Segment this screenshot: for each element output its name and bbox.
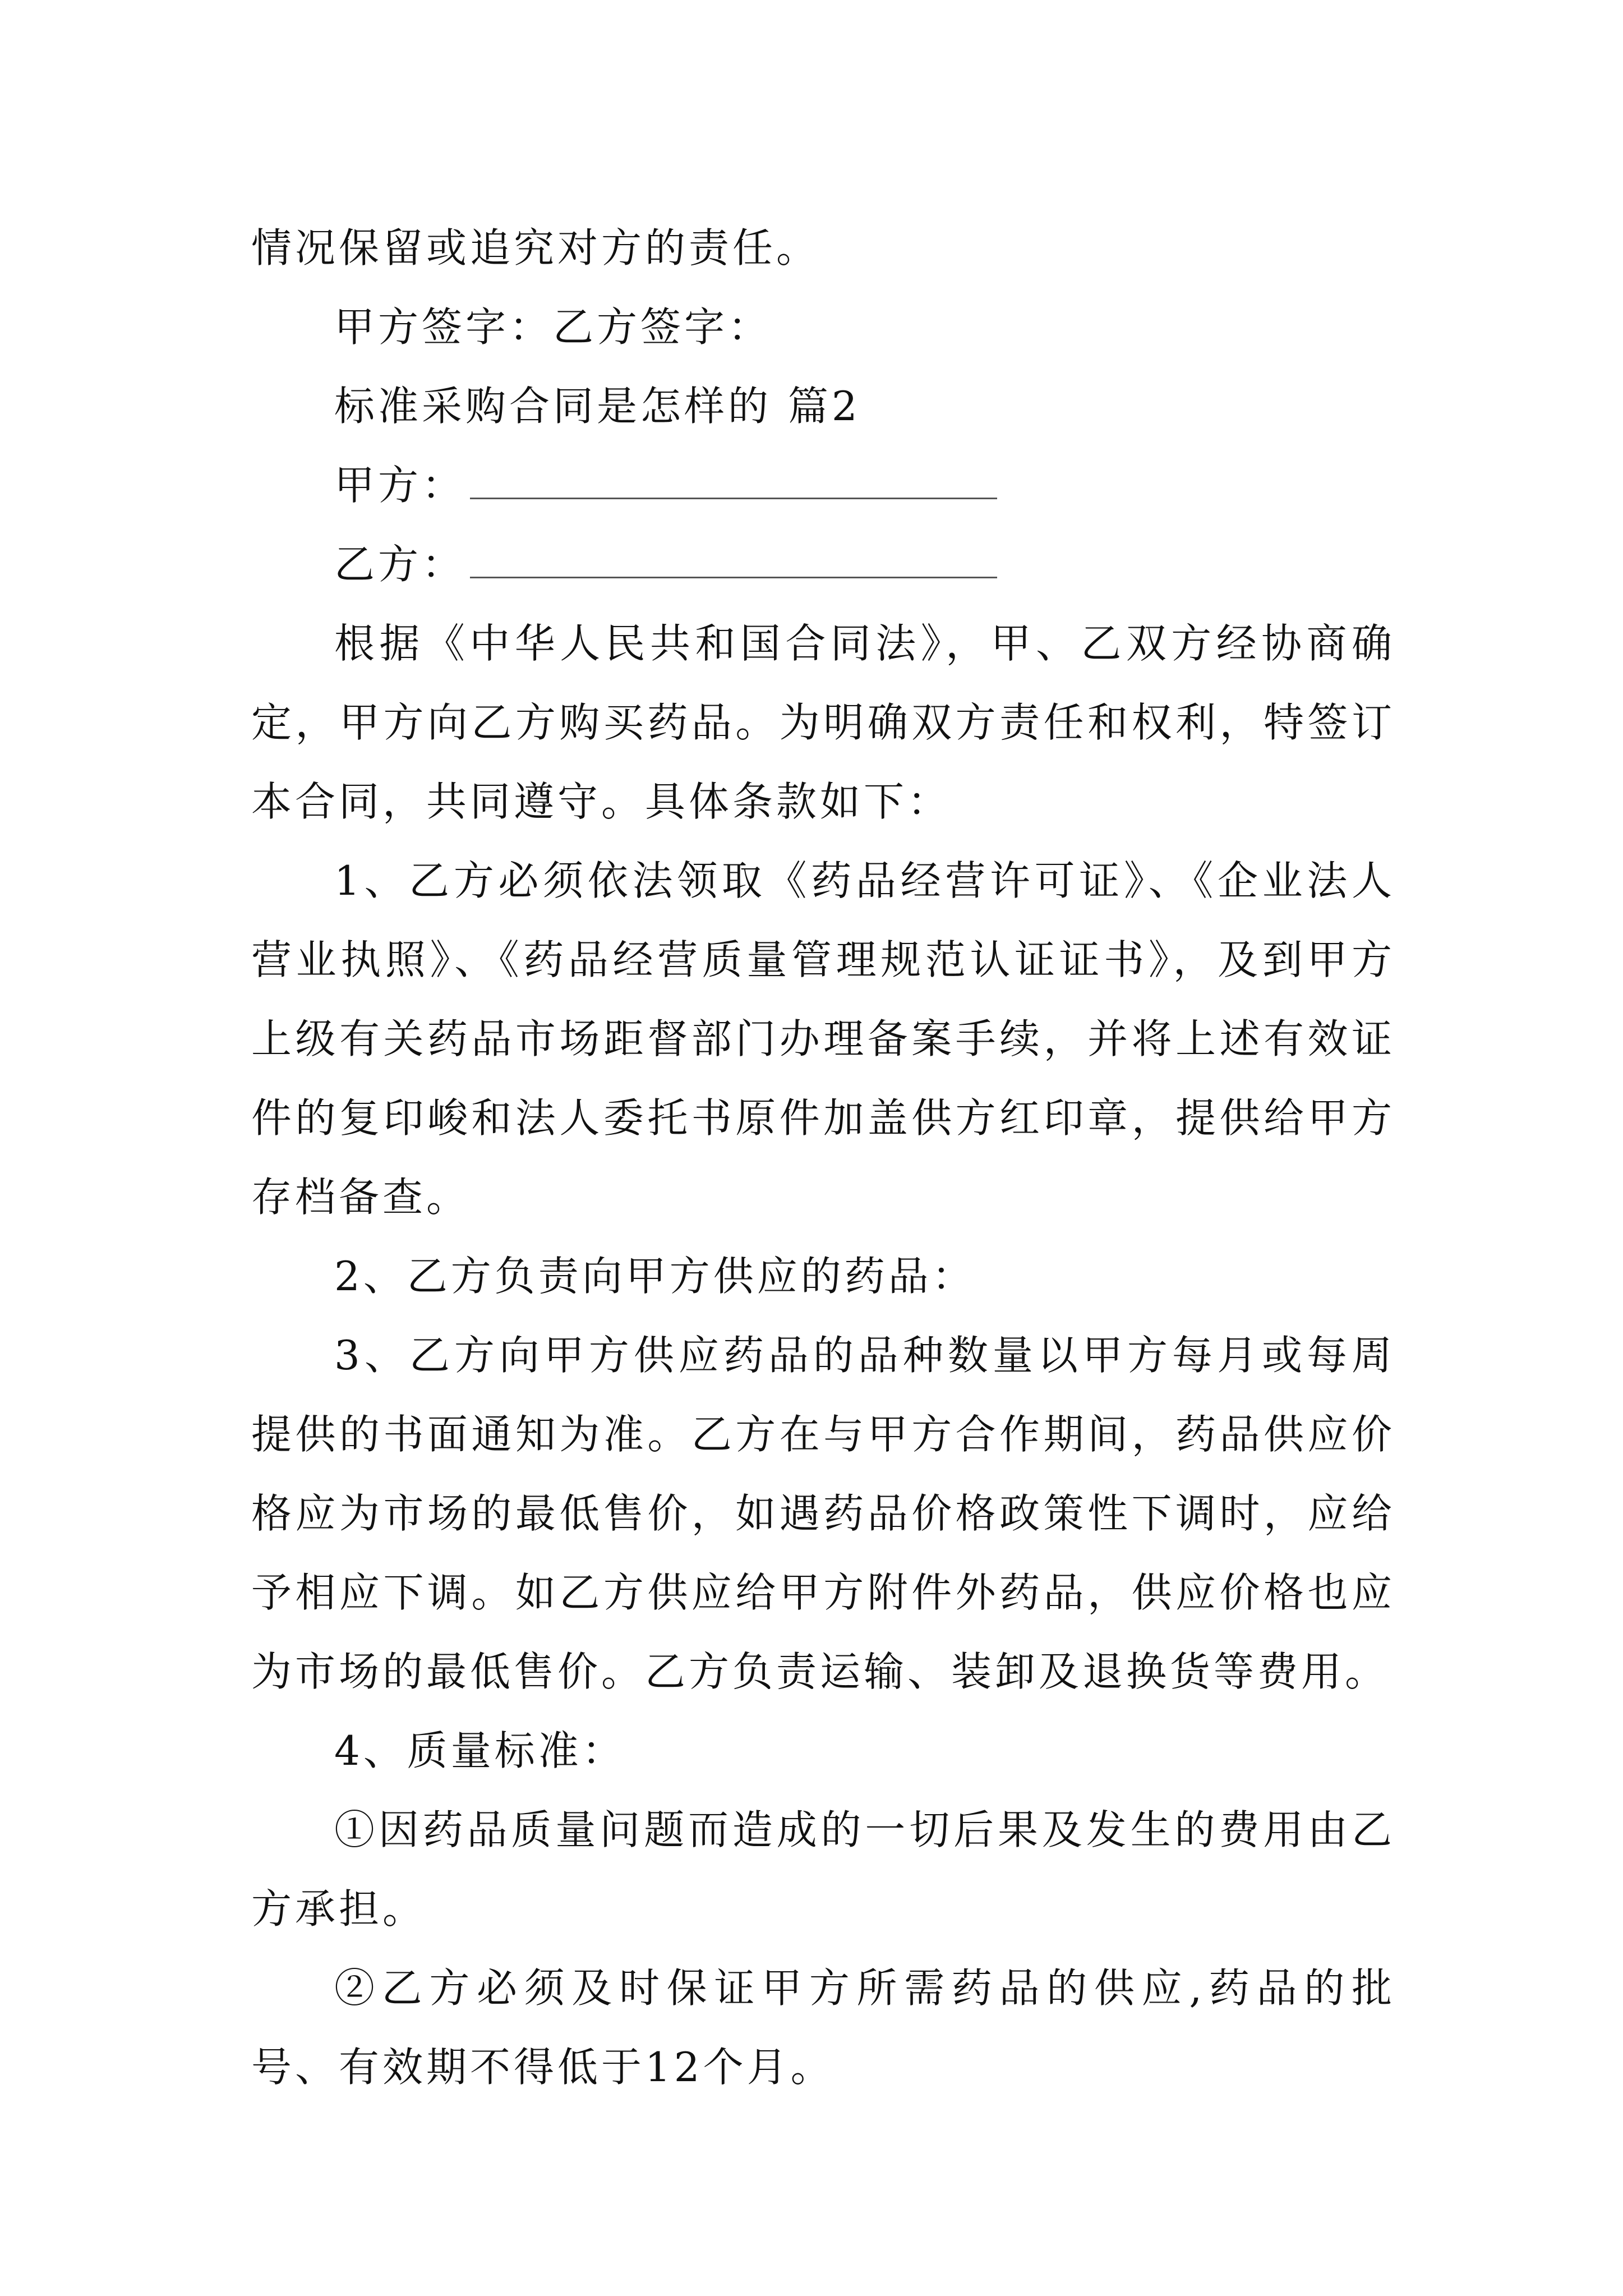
clause-4-item-2: ②乙方必须及时保证甲方所需药品的供应,药品的批号、有效期不得低于12个月。 (251, 1964, 1395, 2091)
document-body (251, 209, 1395, 2107)
clause-4-heading: 4、质量标准： (334, 1727, 626, 1774)
clause-2: 2、乙方负责向甲方供应的药品： (334, 1253, 976, 1300)
party-b-label: 乙方： (334, 541, 466, 588)
party-a-field (251, 446, 1395, 525)
party-b-blank-line (470, 543, 997, 578)
section-heading: 标准采购合同是怎样的 篇2 (334, 383, 861, 430)
clause-4-item-1: ①因药品质量问题而造成的一切后果及发生的费用由乙方承担。 (251, 1806, 1395, 1932)
clause-3: 3、乙方向甲方供应药品的品种数量以甲方每月或每周提供的书面通知为准。乙方在与甲方合作期间，药品供应价格应为市场的最低售价，如遇药品价格政策性下调时，应给予相应下调。如乙方供应给甲方附件外药品，供应价格也应为市场的最低售价。乙方负责运输、装卸及退换货等费用。 (251, 1332, 1395, 1695)
paragraph-preamble: 根据《中华人民共和国合同法》，甲、乙双方经协商确定，甲方向乙方购买药品。为明确双方责任和权利，特签订本合同，共同遵守。具体条款如下： (251, 620, 1395, 825)
party-a-blank-line (470, 464, 997, 499)
party-a-label: 甲方： (334, 462, 466, 509)
clause-1: 1、乙方必须依法领取《药品经营许可证》、《企业法人营业执照》、《药品经营质量管理规范认证证书》，及到甲方上级有关药品市场距督部门办理备案手续，并将上述有效证件的复印峻和法人委托书原件加盖供方红印章，提供给甲方存档备查。 (251, 857, 1395, 1221)
signature-line: 甲方签字：乙方签字： (334, 303, 772, 351)
party-b-field (251, 525, 1395, 604)
paragraph-continuation: 情况保留或追究对方的责任。 (251, 224, 820, 272)
